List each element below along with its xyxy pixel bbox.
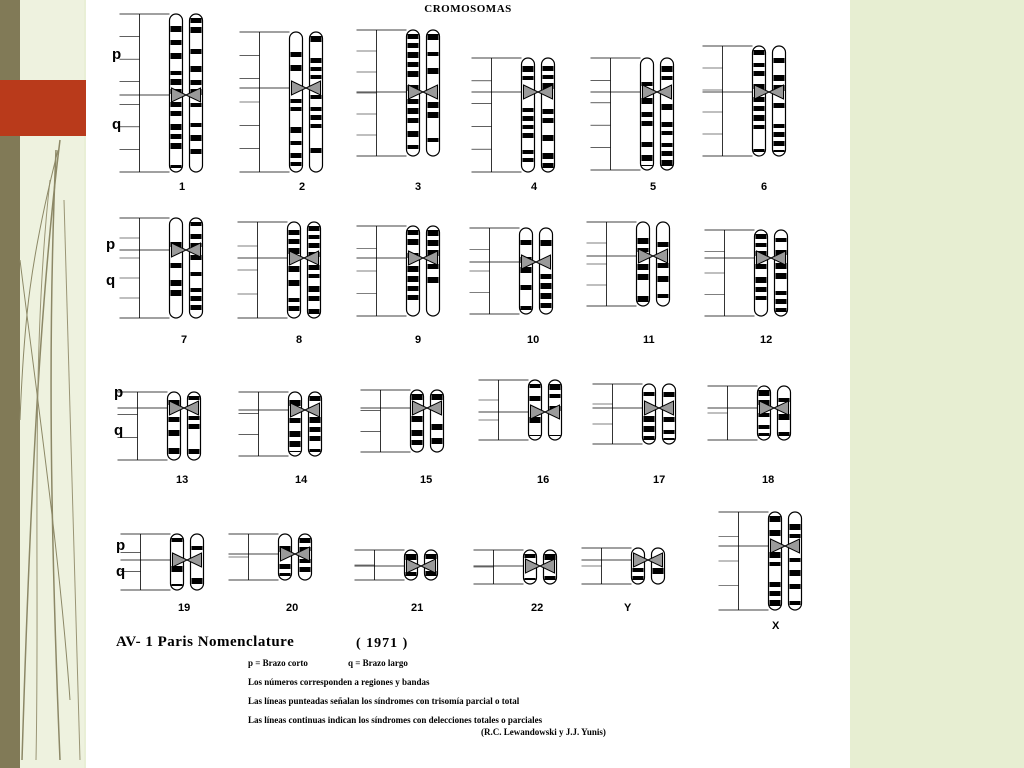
chromosome-1-left-band [171, 124, 182, 130]
chromosome-13-left-band [169, 417, 180, 422]
chromosome-12-right-band [776, 291, 787, 295]
chromosome-8-right-band [309, 274, 320, 278]
chromosome-16-left-band [530, 435, 541, 436]
chromosome-8-centromere [290, 251, 319, 265]
chromosome-22-left-band [525, 554, 536, 558]
legend-line-regions: Los números corresponden a regiones y bandas [248, 677, 430, 687]
chromosome-number-3: 3 [415, 181, 422, 193]
chromosome-6-left-band [754, 149, 765, 152]
chromosome-24-left-band [770, 562, 781, 566]
chromosome-7-left-band [171, 280, 182, 286]
chromosome-10-centromere [522, 255, 551, 269]
chromosome-2-right-band [311, 36, 322, 42]
chromosome-5-right-band [662, 143, 673, 147]
chromosome-17-right-band [664, 417, 675, 422]
legend-line-solid: Las líneas continuas indican los síndromes con delecciones totales o parciales [248, 715, 543, 725]
chromosome-6-right-band [774, 75, 785, 81]
chromosome-11-right-band [658, 276, 669, 282]
chromosome-3-right-band [428, 112, 439, 118]
chromosome-1-left-band [171, 40, 182, 45]
chromosome-3-right-band [428, 68, 439, 74]
chromosome-19-right-band [192, 578, 203, 584]
chromosome-2-left-band [291, 127, 302, 133]
chromosome-2-left-band [291, 65, 302, 71]
chromosome-2-left-band [291, 99, 302, 103]
chromosome-7-centromere [172, 243, 201, 257]
chromosome-14-centromere [291, 403, 320, 417]
chromosome-7-left-band [171, 290, 182, 296]
chromosome-6-left-band [754, 63, 765, 67]
chromosome-5-right-band [662, 122, 673, 127]
chromosome-12-left-outline [755, 230, 768, 316]
legend-arm-p: p = Brazo corto [248, 658, 308, 668]
chromosome-5-centromere [643, 85, 672, 99]
arm-label-p: p [112, 46, 122, 63]
chromosome-7-right-band [191, 296, 202, 301]
chromosome-6-left-band [754, 71, 765, 76]
chromosome-12-right-band [776, 308, 787, 312]
chromosome-6-right-band [774, 141, 785, 146]
chromosome-18-left-band [759, 390, 770, 396]
chromosome-14-right-band [310, 396, 321, 401]
chromosome-15-left-band [412, 430, 423, 436]
arm-label-p: p [114, 384, 124, 401]
chromosome-20-centromere [281, 547, 310, 561]
nomenclature-year: ( 1971 ) [356, 636, 409, 651]
chromosome-8-left-band [289, 266, 300, 272]
chromosome-24-centromere [771, 539, 800, 553]
chromosome-6-left-band [754, 115, 765, 121]
chromosome-8-right-band [309, 235, 320, 239]
chromosome-number-8: 8 [296, 334, 303, 346]
chromosome-14-left-band [290, 451, 301, 452]
chromosome-11-left-band [638, 238, 649, 244]
accent-red-box [0, 80, 86, 136]
page-title: CROMOSOMAS [424, 3, 512, 15]
chromosome-3-left-band [408, 118, 419, 123]
chromosome-5-left-band [642, 121, 653, 126]
chromosome-11-right-band [658, 263, 669, 268]
chromosome-14-right-band [310, 449, 321, 452]
chromosome-2-right-band [311, 115, 322, 120]
chromosome-9-right-band [428, 240, 439, 246]
chromosome-1-left-band [171, 165, 182, 168]
chromosome-number-12: 12 [760, 334, 773, 346]
chromosome-24-left-band [770, 582, 781, 587]
chromosome-13-centromere [170, 401, 199, 415]
chromosome-number-22: 22 [531, 602, 544, 614]
chromosome-11-centromere [639, 249, 668, 263]
chromosome-17-right-band [664, 392, 675, 397]
chromosome-number-2: 2 [299, 181, 306, 193]
chromosome-10-right-band [541, 240, 552, 246]
chromosome-13-right-band [189, 396, 200, 400]
chromosome-3-left-band [408, 43, 419, 48]
legend-line-dotted: Las líneas punteadas señalan los síndromes con trisomía parcial o total [248, 696, 520, 706]
chromosome-11-left-band [638, 264, 649, 270]
chromosome-10-right-band [541, 303, 552, 308]
chromosome-10-right-band [541, 283, 552, 289]
chromosome-24-right-band [790, 558, 801, 562]
chromosome-14-right-band [310, 436, 321, 441]
chromosome-5-right-band [662, 66, 673, 72]
arm-label-q: q [116, 563, 126, 580]
chromosome-8-right-band [309, 286, 320, 292]
chromosome-3-left-band [408, 131, 419, 137]
chromosome-23-centromere [634, 553, 663, 567]
chromosome-number-7: 7 [181, 334, 188, 346]
chromosome-2-left-band [291, 141, 302, 145]
chromosome-3-right-band [428, 34, 439, 40]
chromosome-1-right-band [191, 49, 202, 54]
chromosome-12-left-band [756, 277, 767, 283]
chromosome-4-right-band [543, 153, 554, 159]
chromosome-2-left-band [291, 162, 302, 166]
chromosome-2-left-band [291, 107, 302, 111]
chromosome-9-left-band [408, 230, 419, 235]
chromosome-1-centromere [172, 88, 201, 102]
chromosome-12-left-band [756, 296, 767, 300]
chromosome-label-y: Y [624, 602, 632, 614]
chromosome-3-centromere [409, 85, 438, 99]
chromosome-7-right-outline [190, 218, 203, 318]
chromosome-8-left-band [289, 298, 300, 302]
chromosome-6-right-band [774, 150, 785, 152]
chromosome-7-left-band [171, 263, 182, 268]
chromosome-17-right-band [664, 430, 675, 434]
chromosome-11-right-band [658, 242, 669, 247]
chromosome-12-left-band [756, 243, 767, 247]
chromosome-18-left-band [759, 425, 770, 429]
chromosome-23-left-band [633, 576, 644, 580]
chromosome-7-right-band [191, 234, 202, 239]
chromosome-1-right-band [191, 135, 202, 141]
arm-label-q: q [106, 272, 116, 289]
chromosome-18-right-band [779, 432, 790, 436]
chromosome-7-right-band [191, 272, 202, 276]
nomenclature-title: AV- 1 Paris Nomenclature [116, 634, 295, 650]
chromosome-number-16: 16 [537, 474, 550, 486]
chromosome-7-right-band [191, 305, 202, 310]
chromosome-number-6: 6 [761, 181, 768, 193]
chromosome-6-left-band [754, 125, 765, 129]
chromosome-number-15: 15 [420, 474, 433, 486]
chromosome-4-right-band [543, 163, 554, 168]
chromosome-22-centromere [526, 559, 555, 573]
chromosome-14-right-band [310, 427, 321, 432]
chromosome-6-right-band [774, 124, 785, 128]
chromosome-24-right-band [790, 524, 801, 530]
chromosome-1-left-band [171, 143, 182, 149]
chromosome-3-left-band [408, 34, 419, 39]
chromosome-3-right-band [428, 102, 439, 108]
chromosome-10-left-band [521, 240, 532, 245]
chromosome-9-left-band [408, 266, 419, 272]
chromosome-15-left-band [412, 394, 423, 400]
chromosome-23-right-band [653, 568, 664, 574]
chromosome-1-right-band [191, 18, 202, 23]
chromosome-1-left-band [171, 26, 182, 32]
chromosome-24-left-band [770, 591, 781, 596]
chromosome-22-left-band [525, 578, 536, 580]
chromosome-2-centromere [292, 81, 321, 95]
chromosome-6-left-band [754, 50, 765, 55]
chromosome-11-left-band [638, 296, 649, 302]
chromosome-4-right-band [543, 109, 554, 114]
chromosome-2-right-band [311, 58, 322, 63]
chromosome-2-right-band [311, 75, 322, 79]
chromosome-7-right-band [191, 288, 202, 292]
chromosome-5-right-band [662, 76, 673, 80]
chromosome-12-right-band [776, 299, 787, 304]
chromosome-4-left-band [523, 150, 534, 154]
chromosome-17-left-band [644, 416, 655, 422]
chromosome-3-left-band [408, 52, 419, 58]
chromosome-19-left-band [172, 584, 183, 586]
chromosome-10-left-band [521, 306, 532, 310]
chromosome-15-left-band [412, 440, 423, 445]
chromosome-9-left-band [408, 295, 419, 300]
chromosome-24-left-band [770, 516, 781, 522]
chromosome-1-right-band [191, 66, 202, 72]
chromosome-number-13: 13 [176, 474, 189, 486]
chromosome-9-left-band [408, 239, 419, 245]
chromosome-6-right-band [774, 103, 785, 108]
chromosome-11-right-band [658, 294, 669, 298]
chromosome-16-left-band [530, 396, 541, 401]
chromosome-12-centromere [757, 251, 786, 265]
chromosome-4-left-band [523, 158, 534, 162]
chromosome-number-10: 10 [527, 334, 540, 346]
chromosome-13-left-band [169, 430, 180, 436]
chromosome-10-right-band [541, 293, 552, 299]
chromosome-4-left-outline [522, 58, 535, 172]
chromosome-20-left-band [280, 564, 291, 569]
chromosome-15-left-band [412, 416, 423, 422]
chromosome-12-left-band [756, 234, 767, 239]
chromosome-17-left-band [644, 436, 655, 440]
chromosome-15-right-band [432, 438, 443, 444]
chromosome-8-left-band [289, 230, 300, 235]
chromosome-18-centromere [760, 401, 789, 415]
chromosome-number-21: 21 [411, 602, 424, 614]
chromosome-16-centromere [531, 405, 560, 419]
chromosome-9-left-band [408, 286, 419, 291]
chromosome-17-centromere [645, 401, 674, 415]
chromosome-21-right-band [426, 554, 437, 559]
chromosome-5-left-band [642, 142, 653, 147]
chromosome-number-9: 9 [415, 334, 422, 346]
chromosome-3-left-band [408, 62, 419, 67]
chromosome-8-left-band [289, 280, 300, 286]
chromosome-20-left-band [280, 573, 291, 576]
chromosome-1-left-band [171, 102, 182, 107]
chromosome-3-left-band [408, 71, 419, 77]
chromosome-14-left-band [290, 418, 301, 423]
chromosome-16-right-band [550, 435, 561, 436]
chromosome-number-18: 18 [762, 474, 775, 486]
chromosome-17-left-band [644, 426, 655, 432]
chromosome-14-right-outline [309, 392, 322, 456]
chromosome-2-left-band [291, 52, 302, 57]
chromosome-1-left-band [171, 53, 182, 59]
chromosome-5-right-band [662, 151, 673, 156]
chromosome-5-right-band [662, 104, 673, 110]
arm-label-q: q [114, 422, 124, 439]
legend-arm-q: q = Brazo largo [348, 658, 408, 668]
chromosome-14-left-band [290, 441, 301, 447]
legend-credit: (R.C. Lewandowski y J.J. Yunis) [481, 727, 606, 737]
chromosome-8-left-band [289, 306, 300, 311]
chromosome-7-right-band [191, 222, 202, 226]
chromosome-5-left-band [642, 112, 653, 117]
chromosome-1-right-band [191, 149, 202, 154]
chromosome-15-centromere [413, 401, 442, 415]
chromosome-plate [86, 0, 850, 768]
chromosome-9-right-band [428, 277, 439, 283]
chromosome-3-left-band [408, 108, 419, 114]
chromosome-24-left-band [770, 600, 781, 606]
chromosome-8-right-band [309, 243, 320, 248]
chromosome-1-left-band [171, 111, 182, 116]
chromosome-11-left-band [638, 274, 649, 280]
chromosome-4-left-band [523, 108, 534, 112]
chromosome-15-right-band [432, 424, 443, 430]
chromosome-1-left-band [171, 134, 182, 139]
chromosome-19-left-band [172, 538, 183, 542]
chromosome-13-right-band [189, 424, 200, 429]
chromosome-4-right-band [543, 66, 554, 71]
chromosome-number-20: 20 [286, 602, 299, 614]
chromosome-19-right-band [192, 546, 203, 550]
chromosome-number-17: 17 [653, 474, 666, 486]
chromosome-22-right-band [545, 576, 556, 580]
chromosome-2-left-band [291, 153, 302, 158]
chromosome-1-left-band [171, 71, 182, 75]
chromosome-2-right-band [311, 95, 322, 99]
chromosome-number-1: 1 [179, 181, 186, 193]
chromosome-6-left-band [754, 106, 765, 111]
chromosome-8-right-band [309, 226, 320, 231]
chromosome-2-right-band [311, 124, 322, 128]
chromosome-1-left-band [171, 79, 182, 85]
chromosome-4-right-band [543, 118, 554, 123]
chromosome-number-5: 5 [650, 181, 657, 193]
chromosome-3-right-band [428, 52, 439, 56]
chromosome-1-right-band [191, 123, 202, 127]
chromosome-15-right-band [432, 394, 443, 400]
chromosome-5-left-band [642, 165, 653, 166]
chromosome-13-right-band [189, 416, 200, 420]
chromosome-4-centromere [524, 85, 553, 99]
chromosome-number-19: 19 [178, 602, 191, 614]
chromosome-6-right-band [774, 58, 785, 63]
chromosome-16-right-band [550, 394, 561, 398]
chromosome-13-right-band [189, 449, 200, 454]
arm-label-p: p [116, 537, 126, 554]
chromosome-16-right-band [550, 384, 561, 390]
chromosome-3-right-band [428, 138, 439, 142]
chromosome-9-right-outline [427, 226, 440, 316]
chromosome-8-right-band [309, 296, 320, 301]
chromosome-9-left-band [408, 276, 419, 282]
chromosome-8-right-band [309, 265, 320, 270]
chromosome-13-left-band [169, 448, 180, 454]
chromosome-4-left-band [523, 116, 534, 121]
chromosome-4-left-band [523, 76, 534, 80]
chromosome-10-right-band [541, 274, 552, 279]
chromosome-6-right-band [774, 132, 785, 137]
chromosome-1-right-band [191, 27, 202, 33]
chromosome-10-left-band [521, 285, 532, 290]
chromosome-12-right-band [776, 273, 787, 279]
chromosome-2-right-band [311, 148, 322, 153]
chromosome-14-right-band [310, 417, 321, 423]
chromosome-24-right-band [790, 584, 801, 589]
chromosome-9-centromere [409, 251, 438, 265]
chromosome-number-14: 14 [295, 474, 308, 486]
chromosome-label-x: X [772, 620, 780, 632]
chromosome-1-right-band [191, 103, 202, 107]
chromosome-24-right-band [790, 570, 801, 576]
chromosome-4-left-band [523, 125, 534, 129]
chromosome-14-left-band [290, 431, 301, 437]
chromosome-3-left-band [408, 99, 419, 104]
chromosome-5-right-band [662, 160, 673, 166]
chromosome-number-11: 11 [643, 334, 655, 346]
chromosome-24-right-band [790, 534, 801, 538]
chromosome-12-left-band [756, 287, 767, 292]
chromosome-20-right-band [300, 567, 311, 572]
chromosome-23-left-band [633, 568, 644, 572]
chromosome-number-4: 4 [531, 181, 538, 193]
chromosome-8-left-band [289, 239, 300, 244]
chromosome-sheet [86, 0, 850, 768]
chromosome-24-right-band [790, 601, 801, 605]
arm-label-q: q [112, 116, 122, 133]
chromosome-21-centromere [407, 559, 436, 573]
chromosome-17-right-band [664, 438, 675, 440]
chromosome-4-right-band [543, 75, 554, 79]
chromosome-4-left-band [523, 66, 534, 72]
chromosome-17-left-band [644, 392, 655, 396]
chromosome-3-left-band [408, 145, 419, 149]
chromosome-2-right-band [311, 67, 322, 71]
chromosome-8-right-band [309, 309, 320, 314]
chromosome-20-right-band [300, 538, 311, 543]
chromosome-18-left-band [759, 433, 770, 436]
chromosome-6-centromere [755, 85, 784, 99]
chromosome-4-left-band [523, 133, 534, 138]
right-background [850, 0, 1024, 768]
chromosome-4-right-band [543, 135, 554, 141]
chromosome-9-right-band [428, 230, 439, 236]
chromosome-16-left-band [530, 384, 541, 388]
chromosome-12-right-band [776, 238, 787, 242]
chromosome-5-left-band [642, 155, 653, 161]
chromosome-2-right-band [311, 107, 322, 111]
arm-label-p: p [106, 236, 116, 253]
chromosome-1-right-band [191, 80, 202, 85]
chromosome-19-centromere [173, 553, 202, 567]
chromosome-5-right-band [662, 131, 673, 135]
chromosome-24-left-band [770, 530, 781, 536]
